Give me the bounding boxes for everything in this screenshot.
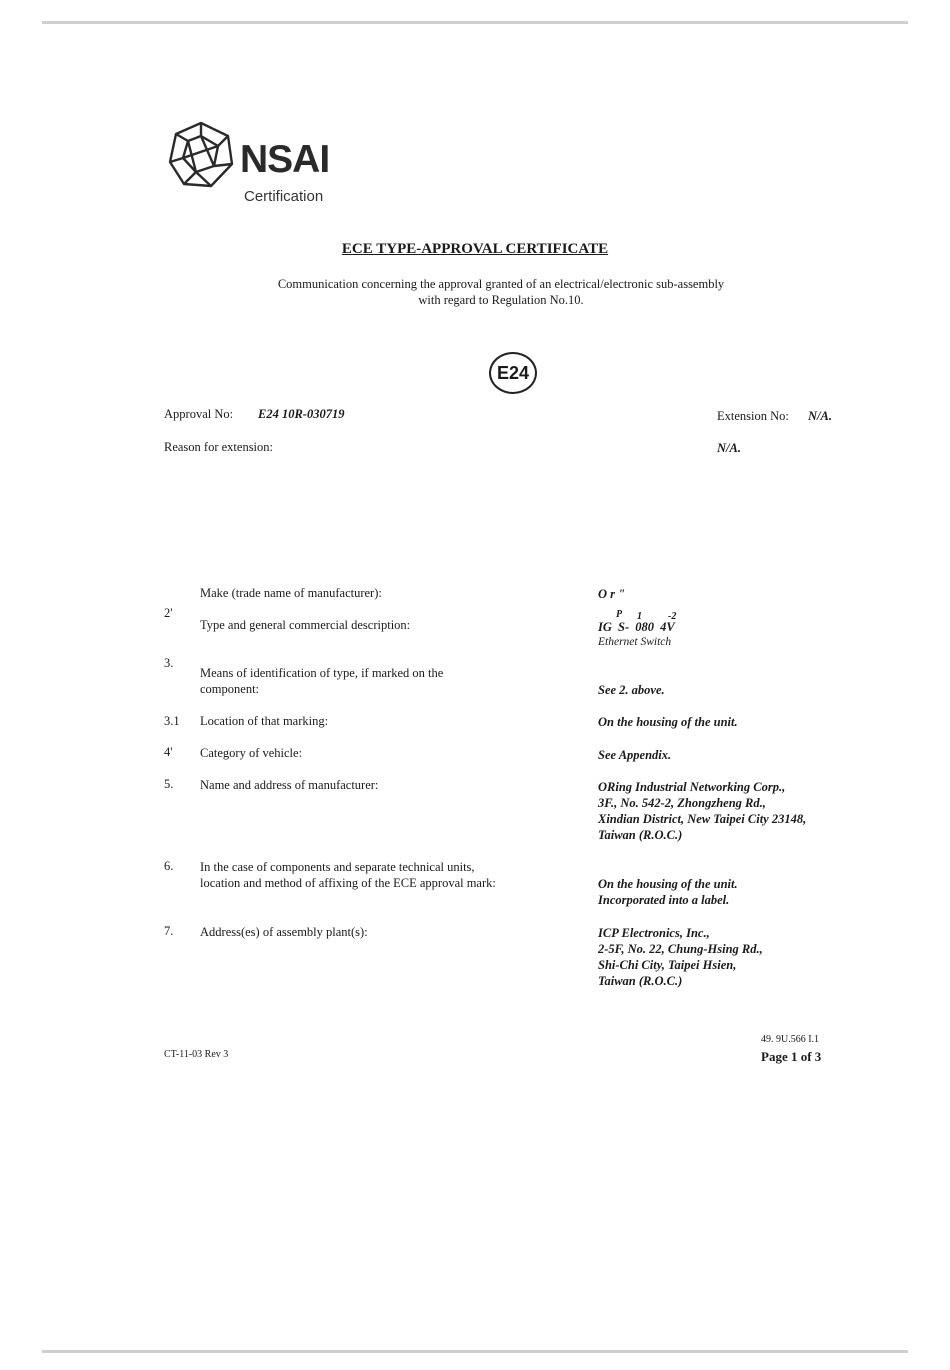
bottom-rule (42, 1350, 908, 1353)
reason-label: Reason for extension: (164, 440, 274, 454)
item-value-line: On the housing of the unit. (598, 877, 738, 891)
item-label: Name and address of manufacturer: (200, 778, 379, 792)
item-value-line: ICP Electronics, Inc., (598, 926, 710, 940)
item-value: See 2. above. (598, 683, 665, 697)
item-label-line: Means of identification of type, if marked on the (200, 666, 444, 680)
item-value: On the housing of the unit. (598, 715, 738, 729)
item-label: Type and general commercial description: (200, 618, 411, 632)
item-label-line: component: (200, 682, 260, 696)
item-value-line: ORing Industrial Networking Corp., (598, 780, 786, 794)
top-rule (42, 21, 908, 24)
item-number: 3. (164, 656, 174, 670)
logo-brand: NSAI (240, 138, 330, 181)
type-superscript: -2 (668, 611, 677, 622)
item-subvalue: Ethernet Switch (598, 636, 672, 648)
item-value-line: Taiwan (R.O.C.) (598, 974, 683, 988)
item-label: Address(es) of assembly plant(s): (200, 925, 368, 939)
item-label: Location of that marking: (200, 714, 329, 728)
item-number: 3.1 (164, 714, 180, 728)
item-value: IG S- 080 4V (598, 620, 675, 634)
item-value-line: 2-5F, No. 22, Chung-Hsing Rd., (598, 942, 763, 956)
item-value (598, 876, 738, 908)
item-number: 6. (164, 859, 174, 873)
item-label-line: In the case of components and separate technical units, (200, 860, 475, 874)
certificate-title: ECE TYPE-APPROVAL CERTIFICATE (341, 241, 609, 257)
extension-no-value: N/A. (808, 409, 832, 423)
item-value: O r " (598, 587, 626, 601)
approval-no-value: E24 10R-030719 (258, 407, 345, 421)
item-number: 4' (164, 745, 173, 759)
type-superscript: P (616, 609, 623, 620)
item-value-line: Taiwan (R.O.C.) (598, 828, 683, 842)
approval-mark: E24 (489, 352, 537, 394)
item-number: 2' (164, 606, 173, 620)
logo-subtitle: Certification (244, 188, 324, 205)
item-value (598, 779, 806, 843)
item-value-line: Incorporated into a label. (598, 893, 730, 907)
item-value-line: Xindian District, New Taipei City 23148, (598, 812, 807, 826)
item-label: Make (trade name of manufacturer): (200, 586, 382, 600)
item-value: See Appendix. (598, 748, 672, 762)
reference-code: 49. 9U.566 I.1 (761, 1034, 820, 1045)
extension-no-label: Extension No: (717, 409, 789, 423)
polyhedron-icon (166, 120, 236, 190)
item-value-line: 3F., No. 542-2, Zhongzheng Rd., (598, 796, 766, 810)
item-number: 7. (164, 924, 174, 938)
communication-line: Communication concerning the approval granted of an electrical/electronic sub-assembly (277, 277, 725, 291)
nsai-logo (166, 120, 366, 215)
communication-text (0, 276, 950, 308)
item-number: 5. (164, 777, 174, 791)
item-value-line: Shi-Chi City, Taipei Hsien, (598, 958, 737, 972)
item-label (200, 665, 443, 697)
approval-no-label: Approval No: (164, 407, 234, 421)
page-number: Page 1 of 3 (761, 1049, 822, 1064)
reason-value: N/A. (717, 441, 741, 455)
item-value (598, 925, 763, 989)
form-code: CT-11-03 Rev 3 (164, 1049, 229, 1060)
item-label-line: location and method of affixing of the ECE approval mark: (200, 876, 496, 890)
item-label: Category of vehicle: (200, 746, 303, 760)
type-superscript: 1 (637, 611, 642, 622)
item-label (200, 859, 496, 891)
communication-line: with regard to Regulation No.10. (418, 293, 584, 307)
